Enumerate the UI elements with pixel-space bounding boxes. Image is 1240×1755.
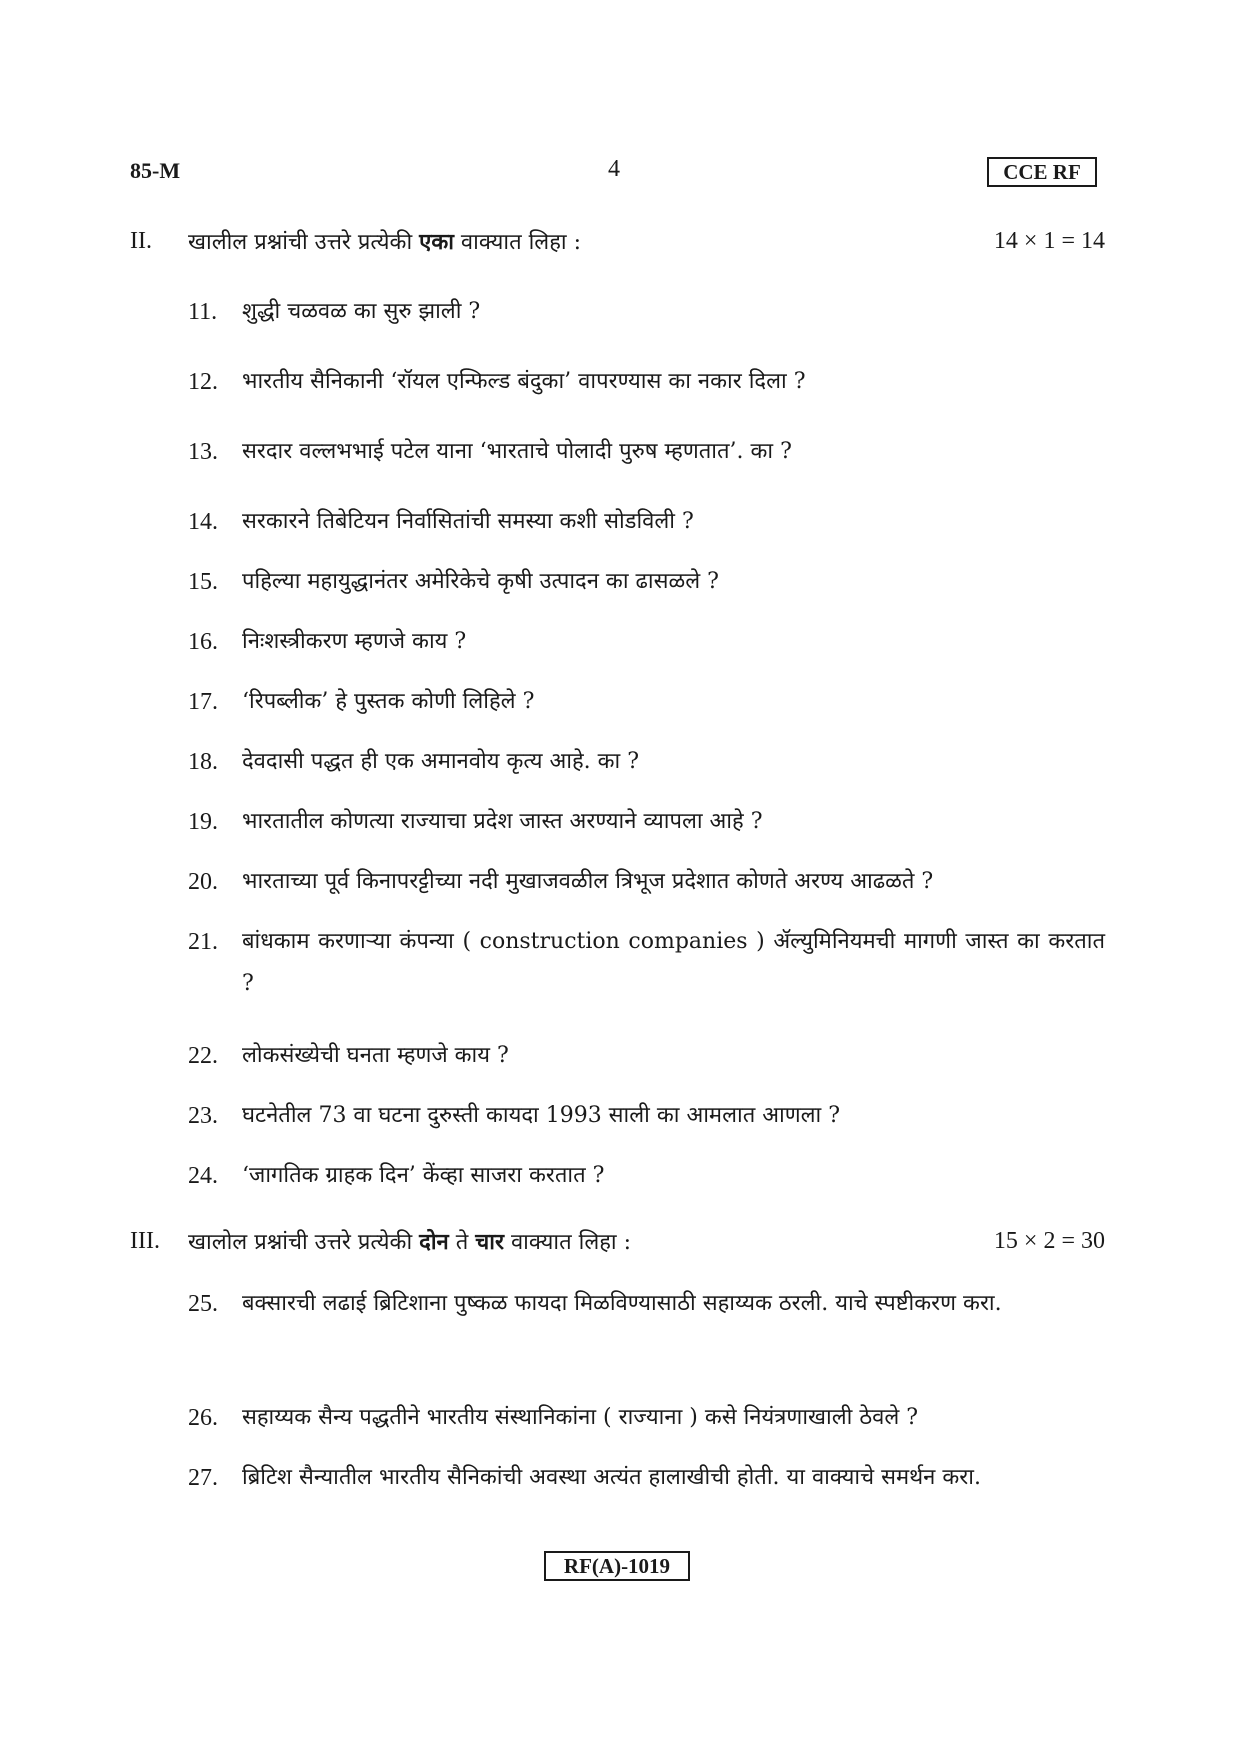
question-text: पहिल्या महायुद्धानंतर अमेरिकेचे कृषी उत्पादन का ढासळले ?: [242, 569, 719, 594]
question-number: 18.: [188, 749, 218, 775]
footer-code-box: RF(A)-1019: [544, 1551, 690, 1581]
question-number: 11.: [188, 299, 218, 325]
question-14: [188, 501, 1105, 543]
question-text: भारतीय सैनिकानी ‘रॉयल एन्फिल्ड बंदुका’ वापरण्यास का नकार दिला ?: [242, 369, 806, 394]
question-text: लोकसंख्येची घनता म्हणजे काय ?: [242, 1043, 509, 1068]
question-number: 14.: [188, 509, 218, 535]
question-text: शुद्धी चळवळ का सुरु झाली ?: [242, 299, 481, 324]
question-number: 16.: [188, 629, 218, 655]
question-18: [188, 741, 1105, 783]
question-text: बक्सारची लढाई ब्रिटिशाना पुष्कळ फायदा मिळविण्यासाठी सहाय्यक ठरली. याचे स्पष्टीकरण करा.: [242, 1291, 1002, 1316]
question-17: [188, 681, 1105, 723]
question-23: [188, 1095, 1105, 1137]
instruction-text: ते: [448, 1230, 476, 1255]
instruction-text: खालील प्रश्नांची उत्तरे प्रत्येकी: [188, 230, 420, 255]
question-25: [188, 1283, 1105, 1325]
question-12: [188, 361, 1105, 403]
question-number: 17.: [188, 689, 218, 715]
question-number: 26.: [188, 1405, 218, 1431]
question-number: 13.: [188, 439, 218, 465]
question-21: [188, 921, 1105, 1005]
instruction-emphasis: दोन: [419, 1229, 449, 1255]
question-number: 21.: [188, 929, 218, 955]
section-iii-heading: [130, 1222, 1105, 1262]
question-11: [188, 291, 1105, 333]
question-15: [188, 561, 1105, 603]
question-19: [188, 801, 1105, 843]
question-20: [188, 861, 1105, 903]
section-iii-marks: 15 × 2 = 30: [993, 1228, 1105, 1254]
paper-code: 85-M: [130, 158, 181, 183]
instruction-text: वाक्यात लिहा :: [453, 230, 582, 255]
question-text: भारतातील कोणत्या राज्याचा प्रदेश जास्त अरण्याने व्यापला आहे ?: [242, 809, 763, 834]
section-iii-instruction: [188, 1222, 631, 1263]
instruction-text: खालोल प्रश्नांची उत्तरे प्रत्येकी: [188, 1230, 420, 1255]
question-text: भारताच्या पूर्व किनापरट्टीच्या नदी मुखाजवळील त्रिभूज प्रदेशात कोणते अरण्य आढळते ?: [242, 869, 934, 894]
question-number: 19.: [188, 809, 218, 835]
section-ii-heading: [130, 222, 1105, 262]
page-number: 4: [608, 156, 620, 182]
question-number: 20.: [188, 869, 218, 895]
question-text: सहाय्यक सैन्य पद्धतीने भारतीय संस्थानिकांना ( राज्याना ) कसे नियंत्रणाखाली ठेवले ?: [242, 1405, 919, 1430]
question-number: 15.: [188, 569, 218, 595]
section-ii-instruction: [188, 222, 581, 263]
question-text: ब्रिटिश सैन्यातील भारतीय सैनिकांची अवस्था अत्यंत हालाखीची होती. या वाक्याचे समर्थन करा.: [242, 1465, 981, 1490]
question-text: ‘रिपब्लीक’ हे पुस्तक कोणी लिहिले ?: [242, 689, 535, 714]
question-13: [188, 431, 1105, 473]
question-number: 23.: [188, 1103, 218, 1129]
question-number: 12.: [188, 369, 218, 395]
question-16: [188, 621, 1105, 663]
instruction-text: वाक्यात लिहा :: [503, 1230, 632, 1255]
question-number: 22.: [188, 1043, 218, 1069]
question-number: 24.: [188, 1163, 218, 1189]
question-text: सरदार वल्लभभाई पटेल याना ‘भारताचे पोलादी पुरुष म्हणतात’. का ?: [242, 439, 792, 464]
question-22: [188, 1035, 1105, 1077]
instruction-emphasis: चार: [475, 1229, 504, 1255]
paper-tag-box: CCE RF: [987, 157, 1097, 187]
question-24: [188, 1155, 1105, 1197]
section-ii-marks: 14 × 1 = 14: [993, 228, 1105, 254]
section-iii-number: III.: [130, 1228, 160, 1254]
question-text: निःशस्त्रीकरण म्हणजे काय ?: [242, 629, 467, 654]
question-number: 25.: [188, 1291, 218, 1317]
question-26: [188, 1397, 1105, 1439]
question-text: सरकारने तिबेटियन निर्वासितांची समस्या कशी सोडविली ?: [242, 509, 694, 534]
question-text: ‘जागतिक ग्राहक दिन’ केंव्हा साजरा करतात ?: [242, 1163, 605, 1188]
section-ii-number: II.: [130, 228, 152, 254]
question-text: बांधकाम करणाऱ्या कंपन्या ( construction companies ) ॲल्युमिनियमची मागणी जास्त का करतात ?: [242, 929, 1105, 996]
question-27: [188, 1457, 1105, 1499]
question-text: देवदासी पद्धत ही एक अमानवोय कृत्य आहे. का ?: [242, 749, 640, 774]
instruction-emphasis: एका: [419, 229, 454, 255]
question-text: घटनेतील 73 वा घटना दुरुस्ती कायदा 1993 साली का आमलात आणला ?: [242, 1103, 841, 1128]
question-number: 27.: [188, 1465, 218, 1491]
